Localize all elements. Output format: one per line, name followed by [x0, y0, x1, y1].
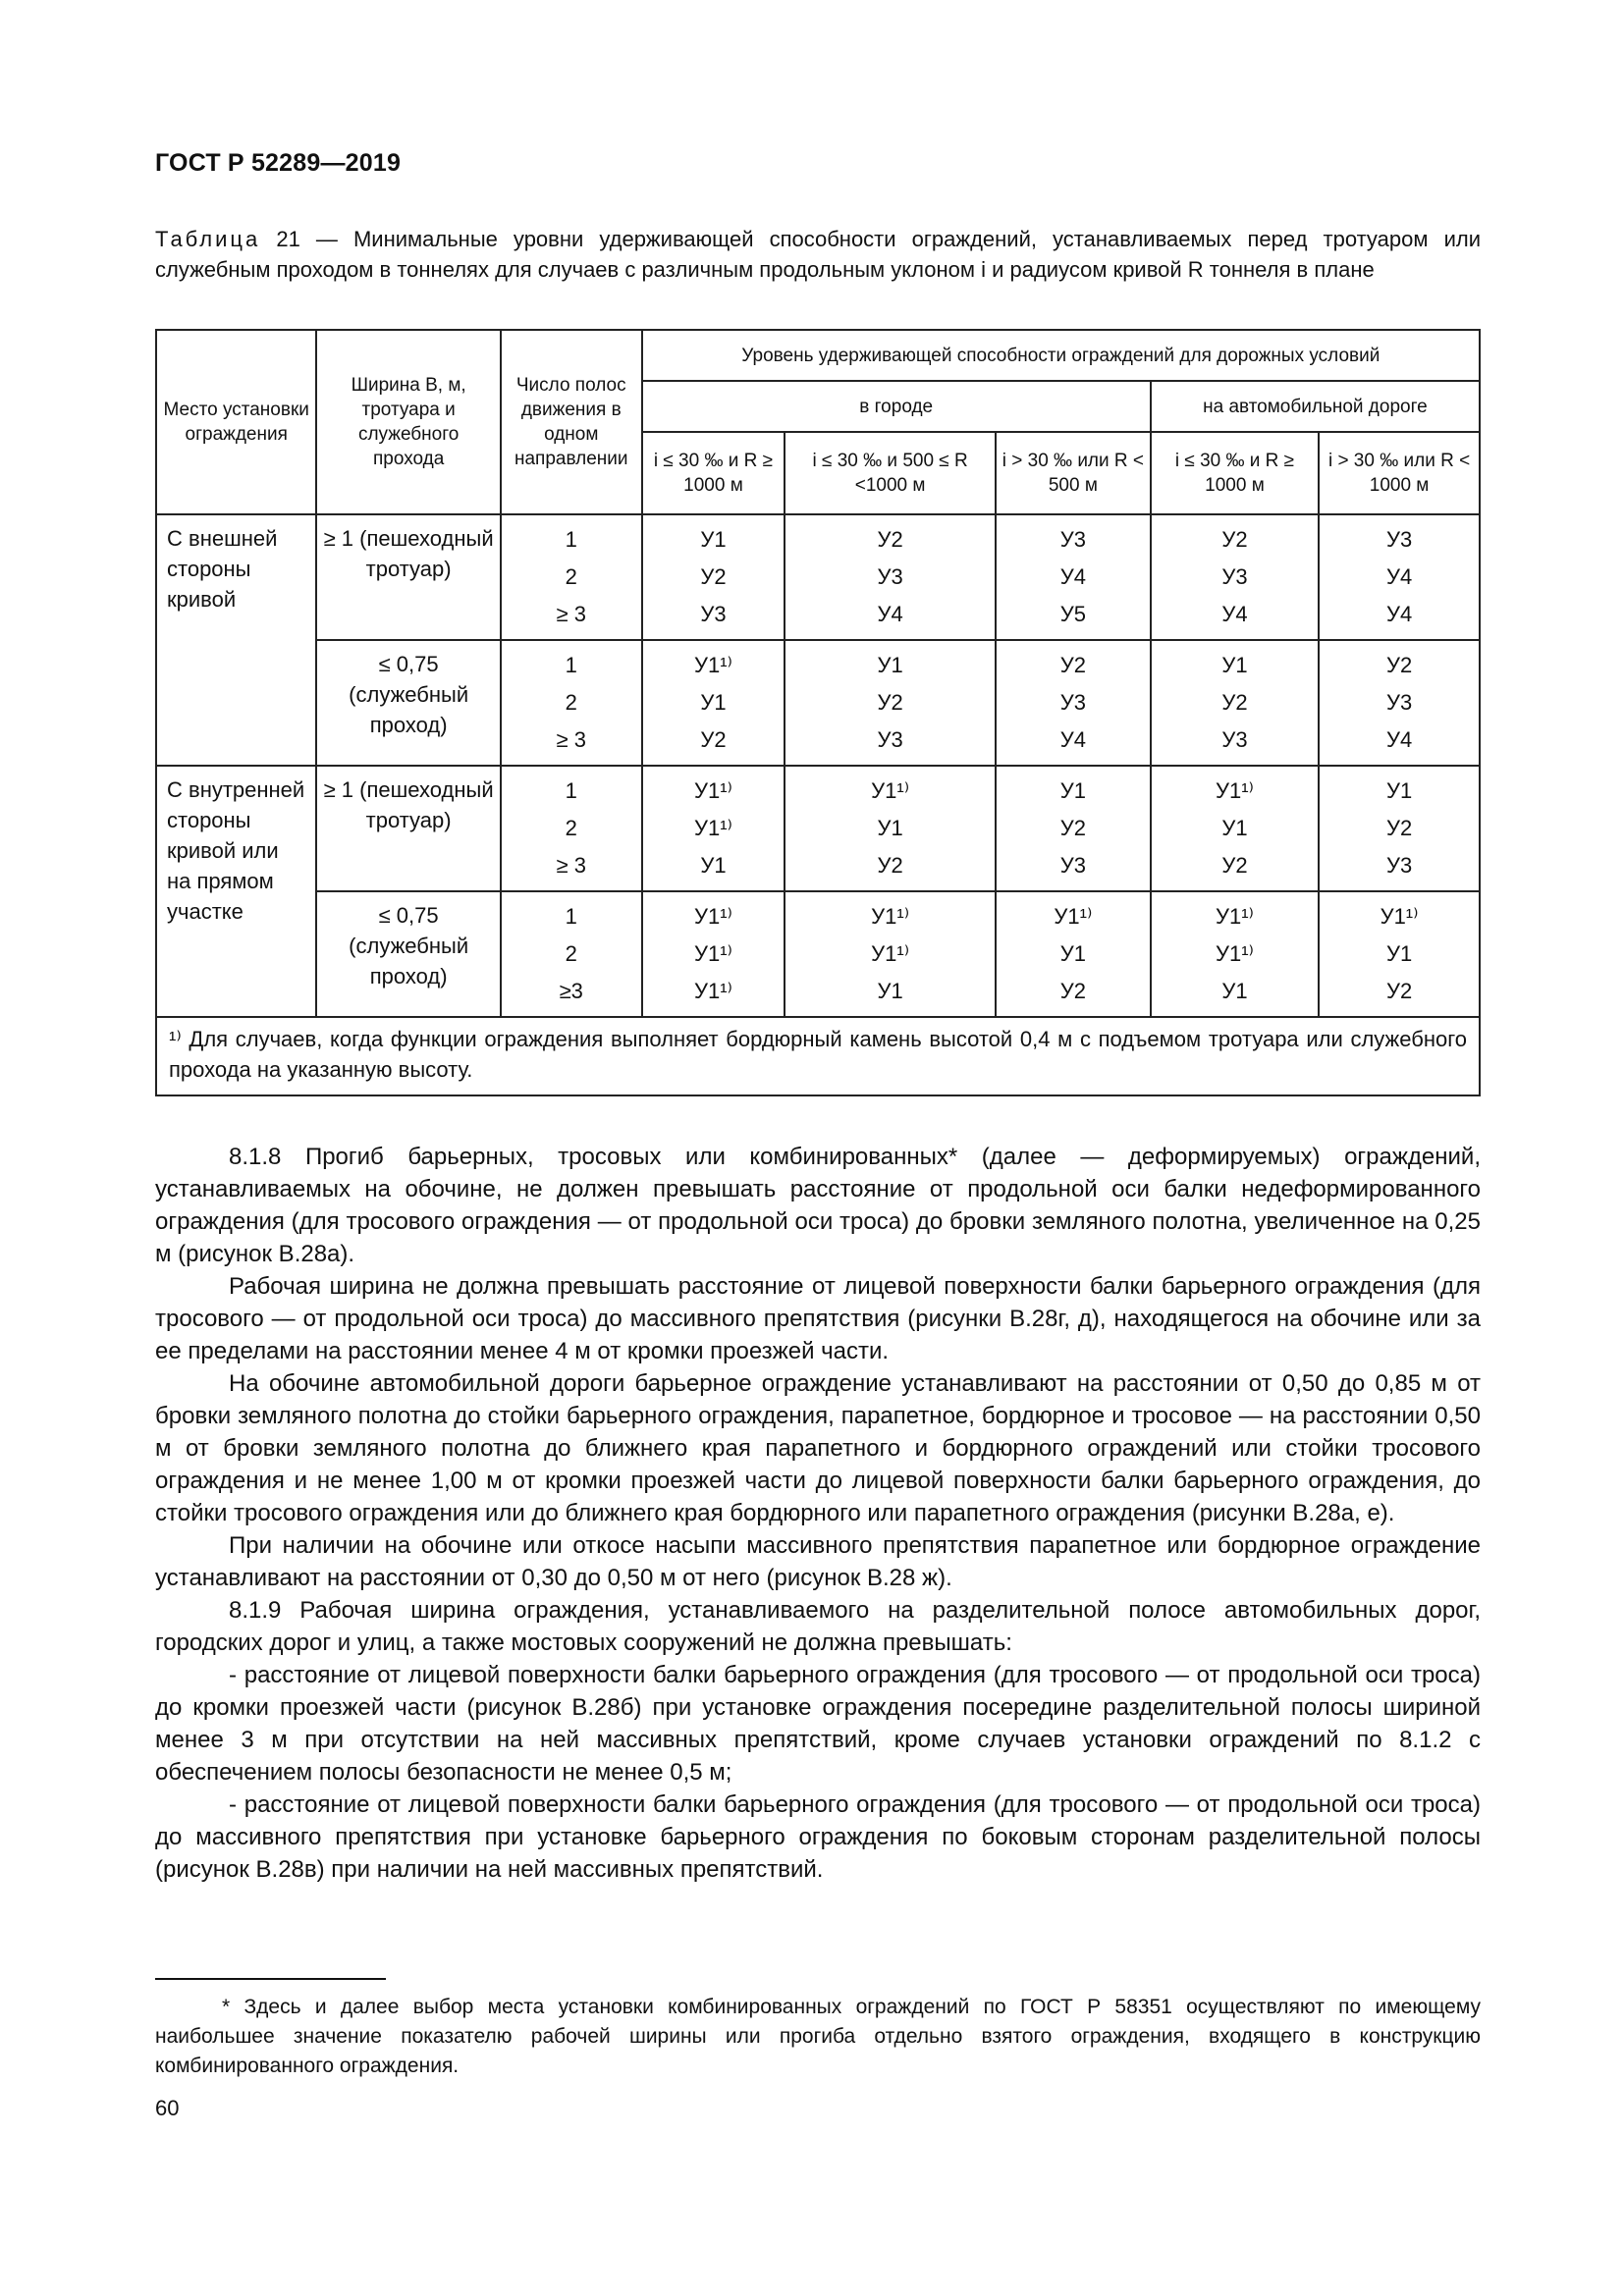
body-text — [155, 1141, 1481, 1886]
head-cond-3: i > 30 ‰ или R < 500 м — [996, 432, 1151, 514]
head-cond-2: i ≤ 30 ‰ и 500 ≤ R <1000 м — [785, 432, 996, 514]
level-cell: У3 У4 У4 — [1319, 514, 1480, 640]
lanes-cell: 1 2 ≥3 — [501, 891, 642, 1017]
paragraph: На обочине автомобильной дороги барьерное ограждение устанавливают на расстоянии от 0,50 до 0,85 м от бровки земляного полотна до стойки барьерного ограждения, парапетное, бордюрное и тросовое — на расстоянии 0,50 м от бровки земляного полотна до ближнего края парапетного и бордюрного ограждений или стойки тросового ограждения и не менее 1,00 м от кромки проезжей части до лицевой поверхности балки барьерного ограждения, до стойки тросового ограждения или до ближнего края бордюрного или парапетного ограждения (рисунки В.28а, е). — [155, 1370, 1481, 1526]
paragraph: При наличии на обочине или откосе насыпи массивного препятствия парапетное или бордюрное ограждение устанавливают на расстоянии от 0,30 до 0,50 м от него (рисунок В.28 ж). — [155, 1532, 1481, 1591]
head-city: в городе — [642, 381, 1151, 432]
level-cell: У1¹⁾ У1¹⁾ У1 — [1151, 891, 1319, 1017]
table-footnote: ¹⁾ Для случаев, когда функции ограждения выполняет бордюрный камень высотой 0,4 м с подъемом тротуара или служебного прохода на указанную высоту. — [156, 1017, 1480, 1095]
level-cell: У1 У2 У3 — [642, 514, 785, 640]
paragraph: - расстояние от лицевой поверхности балки барьерного ограждения (для тросового — от продольной оси троса) до массивного препятствия при установке барьерного ограждения по боковым сторонам разделительной полосы (рисунок В.28в) при наличии на ней массивных препятствий. — [155, 1791, 1481, 1883]
level-cell: У1 У2 У3 — [1319, 766, 1480, 891]
level-cell: У2 У3 У4 — [1319, 640, 1480, 766]
level-cell: У1¹⁾ У1 У2 — [1319, 891, 1480, 1017]
level-cell: У1¹⁾ У1 У2 — [785, 766, 996, 891]
table-row — [156, 891, 1480, 1017]
head-road: на автомобильной дороге — [1151, 381, 1480, 432]
place-cell: С внутренней стороны кривой или на прямом участке — [156, 766, 316, 1017]
document-header: ГОСТ Р 52289—2019 — [155, 149, 402, 177]
page-footnote: * Здесь и далее выбор места установки комбинированных ограждений по ГОСТ Р 58351 осуществляют по имеющему наибольшее значение показателю рабочей ширины или прогиба отдельно взятого ограждения, входящего в конструкцию комбинированного ограждения. — [155, 1996, 1481, 2077]
head-cond-5: i > 30 ‰ или R < 1000 м — [1319, 432, 1480, 514]
footnote-divider — [155, 1978, 386, 1980]
level-cell: У1¹⁾ У1 У2 — [642, 640, 785, 766]
table-row — [156, 640, 1480, 766]
head-cond-1: i ≤ 30 ‰ и R ≥ 1000 м — [642, 432, 785, 514]
width-cell: ≤ 0,75 (служебный проход) — [316, 891, 500, 1017]
level-cell: У1¹⁾ У1¹⁾ У1 — [785, 891, 996, 1017]
level-cell: У1 У2 У3 — [996, 766, 1151, 891]
level-cell: У1¹⁾ У1 У2 — [996, 891, 1151, 1017]
level-cell: У2 У3 У4 — [785, 514, 996, 640]
level-cell: У3 У4 У5 — [996, 514, 1151, 640]
table-caption — [155, 224, 1481, 285]
table-caption-label: Таблица — [155, 227, 261, 251]
level-cell: У1¹⁾ У1¹⁾ У1¹⁾ — [642, 891, 785, 1017]
head-lanes: Число полос движения в одном направлении — [501, 330, 642, 514]
level-cell: У2 У3 У4 — [996, 640, 1151, 766]
page-number: 60 — [155, 2096, 180, 2120]
table-row — [156, 766, 1480, 891]
lanes-cell: 1 2 ≥ 3 — [501, 640, 642, 766]
table-row — [156, 514, 1480, 640]
level-cell: У1 У2 У3 — [1151, 640, 1319, 766]
lanes-cell: 1 2 ≥ 3 — [501, 514, 642, 640]
table-caption-text: 21 — Минимальные уровни удерживающей способности ограждений, устанавливаемых перед тротуаром или служебным проходом в тоннелях для случаев с различным продольным уклоном i и радиусом кривой R тоннеля в плане — [155, 227, 1481, 282]
lanes-cell: 1 2 ≥ 3 — [501, 766, 642, 891]
head-place: Место установки ограждения — [156, 330, 316, 514]
level-cell: У1¹⁾ У1¹⁾ У1 — [642, 766, 785, 891]
width-cell: ≥ 1 (пешеходный тротуар) — [316, 514, 500, 640]
paragraph: - расстояние от лицевой поверхности балки барьерного ограждения (для тросового — от продольной оси троса) до кромки проезжей части (рисунок В.28б) при установке ограждения посередине разделительной полосы шириной менее 3 м при отсутствии на ней массивных препятствий, кроме случаев установки ограждений по 8.1.2 с обеспечением полосы безопасности не менее 0,5 м; — [155, 1662, 1481, 1786]
head-width: Ширина В, м, тротуара и служебного прохода — [316, 330, 500, 514]
table-21 — [155, 329, 1481, 1096]
level-cell: У2 У3 У4 — [1151, 514, 1319, 640]
level-cell: У1 У2 У3 — [785, 640, 996, 766]
width-cell: ≥ 1 (пешеходный тротуар) — [316, 766, 500, 891]
width-cell: ≤ 0,75 (служебный проход) — [316, 640, 500, 766]
place-cell: С внешней стороны кривой — [156, 514, 316, 766]
head-cond-4: i ≤ 30 ‰ и R ≥ 1000 м — [1151, 432, 1319, 514]
paragraph: Рабочая ширина не должна превышать расстояние от лицевой поверхности балки барьерного ограждения (для тросового — от продольной оси троса) до массивного препятствия (рисунки В.28г, д), находящегося на обочине или за ее пределами на расстоянии менее 4 м от кромки проезжей части. — [155, 1273, 1481, 1364]
head-level: Уровень удерживающей способности ограждений для дорожных условий — [642, 330, 1480, 381]
paragraph: 8.1.9 Рабочая ширина ограждения, устанавливаемого на разделительной полосе автомобильных дорог, городских дорог и улиц, а также мостовых сооружений не должна превышать: — [155, 1597, 1481, 1656]
paragraph: 8.1.8 Прогиб барьерных, тросовых или комбинированных* (далее — деформируемых) ограждений, устанавливаемых на обочине, не должен превышать расстояние от продольной оси балки недеформированного ограждения (для тросового ограждения — от продольной оси троса) до бровки земляного полотна, увеличенное на 0,25 м (рисунок В.28а). — [155, 1144, 1481, 1267]
level-cell: У1¹⁾ У1 У2 — [1151, 766, 1319, 891]
